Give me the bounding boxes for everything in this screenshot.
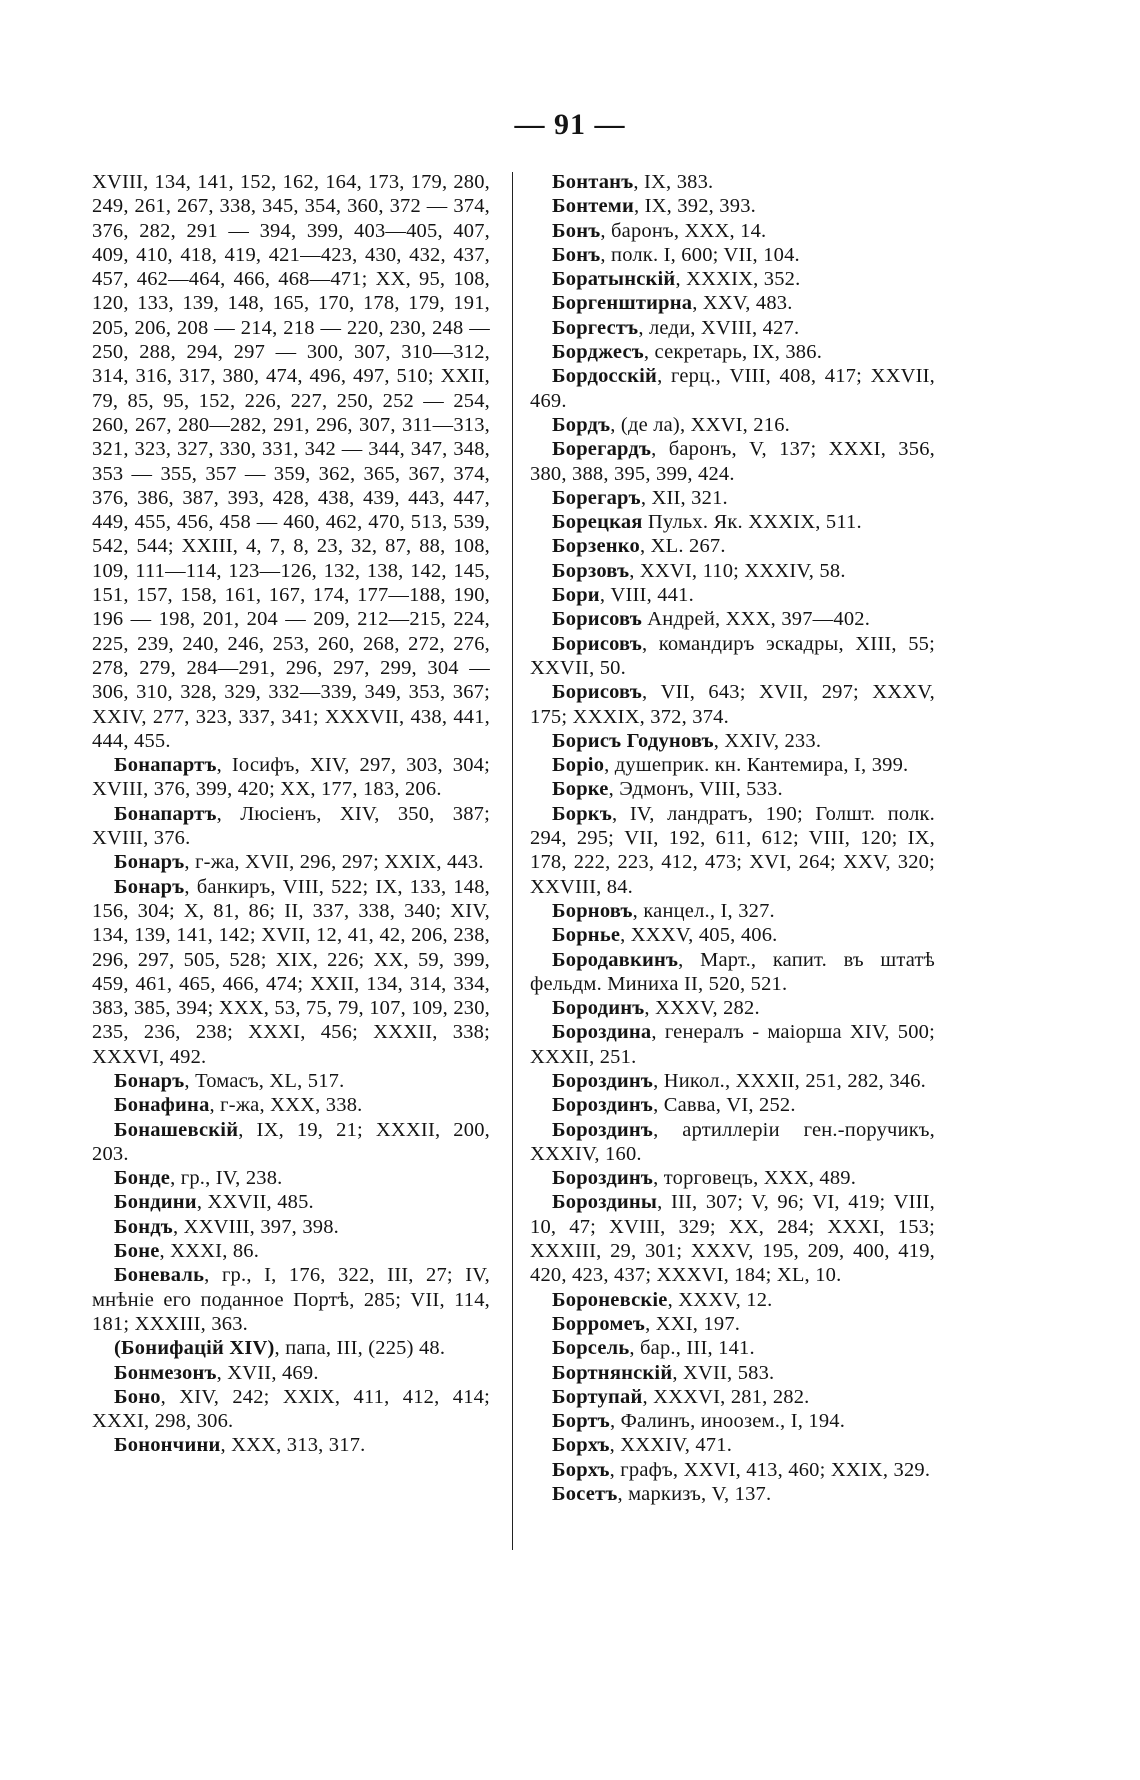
entry-name: Бонъ <box>552 243 601 266</box>
index-entry <box>530 1433 935 1457</box>
entry-references: , VII, 643; XVII, 297; XXXV, 175; XXXIX, 372, 374. <box>530 681 935 728</box>
right-entries <box>530 170 935 1506</box>
entry-name: Борнье <box>552 924 621 947</box>
entry-name: Бонапартъ <box>114 802 217 825</box>
entry-references: , VIII, 441. <box>599 584 694 607</box>
index-entry <box>530 802 935 899</box>
entry-references: , Никол., XXXII, 251, 282, 346. <box>653 1069 926 1092</box>
index-entry <box>530 559 935 583</box>
index-entry <box>530 1409 935 1433</box>
entry-name: Борджесъ <box>552 341 644 364</box>
entry-name: Босетъ <box>552 1483 618 1506</box>
index-entry <box>530 1288 935 1312</box>
index-entry <box>530 510 935 534</box>
entry-references: , Люсіенъ, XIV, 350, 387; XVIII, 376. <box>92 802 490 850</box>
entry-name: Бортъ <box>552 1410 610 1433</box>
left-entries <box>92 753 490 1458</box>
entry-name: Борецкая <box>552 511 643 534</box>
entry-references: , герц., VIII, 408, 417; XXVII, 469. <box>530 365 935 412</box>
entry-name: Бороздинъ <box>552 1094 654 1117</box>
entry-references: , душеприк. кн. Кантемира, I, 399. <box>604 754 909 777</box>
entry-references: , IV, ландратъ, 190; Голшт. полк. 294, 295; VII, 192, 611, 612; VIII, 120; IX, 178, 222, 223, 412, 473; XVI, 264; XXV, 320; XXVIII, 84. <box>530 802 935 898</box>
index-entry <box>530 291 935 315</box>
entry-name: Боркъ <box>552 802 612 825</box>
entry-name: Бордъ <box>552 413 611 436</box>
index-entry <box>530 243 935 267</box>
entry-references: Пульх. Як. XXXIX, 511. <box>642 511 862 534</box>
entry-references: , банкиръ, VIII, 522; IX, 133, 148, 156, 304; X, 81, 86; II, 337, 338, 340; XIV, 134, 139, 141, 142; XVII, 12, 41, 42, 206, 238, 296, 297, 505, 528; XIX, 226; XX, 59, 399, 459, 461, 465, 466, 474; XXII, 134, 314, 334, 383, 385, 394; XXX, 53, 75, 79, 107, 109, 230, 235, 236, 238; XXXI, 456; XXXII, 338; XXXVI, 492. <box>92 875 490 1068</box>
entry-references: , секретарь, IX, 386. <box>643 341 823 364</box>
entry-name: Бонафина <box>114 1094 210 1117</box>
entry-name: Боргенштирна <box>552 292 693 315</box>
index-entry <box>530 486 935 510</box>
entry-references: , Март., капит. въ штатѣ фельдм. Миниха II, 520, 521. <box>530 948 935 995</box>
entry-name: Бонаръ <box>114 851 185 874</box>
index-entry <box>530 364 935 413</box>
entry-name: Борисъ Годуновъ <box>552 729 714 752</box>
entry-references: , г-жа, XXX, 338. <box>209 1094 363 1117</box>
entry-name: Боргестъ <box>552 316 639 339</box>
entry-name: Борзовъ <box>552 559 630 582</box>
index-entry <box>530 899 935 923</box>
entry-references: , баронъ, V, 137; XXXI, 356, 380, 388, 395, 399, 424. <box>530 438 935 485</box>
entry-name: Борромеъ <box>552 1312 646 1335</box>
index-entry <box>530 923 935 947</box>
entry-references: , (де ла), XXVI, 216. <box>610 413 790 436</box>
entry-name: Бортупай <box>552 1385 643 1408</box>
entry-name: Бонмезонъ <box>114 1361 217 1384</box>
index-entry <box>530 1458 935 1482</box>
left-column <box>92 170 490 1458</box>
index-entry <box>92 1336 490 1360</box>
entry-references: , гр., IV, 238. <box>170 1167 283 1190</box>
index-entry <box>92 1190 490 1214</box>
index-entry <box>530 1482 935 1506</box>
index-entry <box>530 267 935 291</box>
entry-references: , XXXVI, 281, 282. <box>642 1385 810 1408</box>
entry-name: Боратынскій <box>552 268 676 291</box>
index-entry <box>530 753 935 777</box>
entry-name: Бонапартъ <box>114 754 217 777</box>
entry-references: , XXV, 483. <box>692 292 793 315</box>
entry-references: , генералъ - маіорша XIV, 500; XXXII, 251. <box>530 1021 935 1068</box>
entry-name: Бонтеми <box>552 195 634 218</box>
index-entry <box>530 437 935 486</box>
index-entry <box>530 607 935 631</box>
index-entry <box>530 534 935 558</box>
entry-references: , баронъ, XXX, 14. <box>600 219 767 242</box>
entry-name: Борсель <box>552 1337 630 1360</box>
entry-name: Бортнянскій <box>552 1361 673 1384</box>
entry-name: Бороневскіе <box>552 1288 668 1311</box>
entry-references: , командиръ эскадры, XIII, 55; XXVII, 50. <box>530 632 935 679</box>
entry-name: Боно <box>114 1385 161 1408</box>
entry-references: , XXXIX, 352. <box>675 268 801 291</box>
entry-references: , Фалинъ, иноозем., I, 194. <box>609 1410 846 1433</box>
index-entry <box>530 680 935 729</box>
entry-name: Борегардъ <box>552 438 652 461</box>
entry-references: , XXVI, 110; XXXIV, 58. <box>629 559 846 582</box>
entry-references: , XXX, 313, 317. <box>220 1434 366 1457</box>
index-entry <box>530 219 935 243</box>
index-entry <box>92 1433 490 1457</box>
entry-name: Бори <box>552 584 600 607</box>
entry-name: Борiо <box>552 754 605 777</box>
index-entry <box>530 1312 935 1336</box>
index-entry <box>92 1166 490 1190</box>
index-entry <box>530 340 935 364</box>
entry-references: , бар., III, 141. <box>629 1337 755 1360</box>
index-entry <box>530 948 935 997</box>
entry-references: , Іосифъ, XIV, 297, 303, 304; XVIII, 376, 399, 420; XX, 177, 183, 206. <box>92 754 490 801</box>
index-entry <box>92 1118 490 1167</box>
index-entry <box>92 850 490 874</box>
entry-name: Борегаръ <box>552 486 641 509</box>
entry-references: , XVII, 583. <box>672 1361 775 1384</box>
entry-name: Борновъ <box>552 899 633 922</box>
index-entry <box>92 1215 490 1239</box>
entry-name: Боне <box>114 1240 160 1263</box>
index-entry <box>530 1118 935 1167</box>
entry-name: (Бонифацій XIV) <box>114 1337 275 1360</box>
index-entry <box>530 1166 935 1190</box>
entry-name: Бондини <box>114 1191 197 1214</box>
entry-references: , XXXV, 12. <box>667 1288 773 1311</box>
index-entry <box>92 802 490 851</box>
index-entry <box>530 583 935 607</box>
index-entry <box>530 777 935 801</box>
index-entry <box>92 1385 490 1434</box>
index-entry <box>92 1263 490 1336</box>
entry-name: Борке <box>552 778 609 801</box>
entry-references: , III, 307; V, 96; VI, 419; VIII, 10, 47; XVIII, 329; XX, 284; XXXI, 153; XXXIII, 29, 301; XXXV, 195, 209, 400, 419, 420, 423, 437; XXXVI, 184; XL, 10. <box>530 1191 935 1287</box>
index-entry <box>92 1361 490 1385</box>
index-entry <box>530 996 935 1020</box>
index-entry <box>530 170 935 194</box>
right-column <box>530 170 935 1506</box>
entry-name: Бордосскій <box>552 365 658 388</box>
entry-name: Бороздина <box>552 1021 652 1044</box>
index-entry <box>530 1093 935 1117</box>
entry-references: , XXXIV, 471. <box>609 1434 733 1457</box>
index-entry <box>530 1190 935 1287</box>
entry-name: Бороздинъ <box>552 1167 654 1190</box>
entry-references: , XII, 321. <box>640 486 728 509</box>
entry-references: Андрей, XXX, 397—402. <box>641 608 871 631</box>
continued-entry: XVIII, 134, 141, 152, 162, 164, 173, 179, 280, 249, 261, 267, 338, 345, 354, 360, 372 — 374, 376, 282, 291 — 394, 399, 403—405, 407, 409, 410, 418, 419, 421—423, 430, 432, 437, 457, 462—464, 466, 468—471; XX, 95, 108, 120, 133, 139, 148, 165, 170, 178, 179, 191, 205, 206, 208 — 214, 218 — 220, 230, 248 — 250, 288, 294, 297 — 300, 307, 310—312, 314, 316, 317, 380, 474, 496, 497, 510; XXII, 79, 85, 95, 152, 226, 227, 250, 252 — 254, 260, 267, 280—282, 291, 296, 307, 311—313, 321, 323, 327, 330, 331, 342 — 344, 347, 348, 353 — 355, 357 — 359, 362, 365, 367, 374, 376, 386, 387, 393, 428, 438, 439, 443, 447, 449, 455, 456, 458 — 460, 462, 470, 513, 539, 542, 544; XXIII, 4, 7, 8, 23, 32, 87, 88, 108, 109, 111—114, 123—126, 132, 138, 142, 145, 151, 157, 158, 161, 167, 174, 177—188, 190, 196 — 198, 201, 204 — 209, 212—215, 224, 225, 239, 240, 246, 253, 260, 268, 272, 276, 278, 279, 284—291, 296, 297, 299, 304 — 306, 310, 328, 329, 332—339, 349, 353, 367; XXIV, 277, 323, 337, 341; XXXVII, 438, 441, 444, 455. <box>92 171 490 752</box>
entry-references: , XXXV, 405, 406. <box>620 924 778 947</box>
page-number: — 91 — <box>514 108 626 141</box>
index-entry <box>530 1385 935 1409</box>
index-entry <box>530 316 935 340</box>
entry-references: , IX, 383. <box>633 171 714 193</box>
index-entry <box>530 1361 935 1385</box>
entry-references: , Томасъ, XL, 517. <box>184 1069 345 1092</box>
entry-references: , IX, 19, 21; XXXII, 200, 203. <box>92 1118 490 1165</box>
entry-references: , папа, III, (225) 48. <box>274 1337 446 1360</box>
entry-references: , артиллеріи ген.-поручикъ, XXXIV, 160. <box>530 1118 935 1165</box>
entry-name: Бонтанъ <box>552 171 634 193</box>
entry-name: Бонаръ <box>114 1069 185 1092</box>
entry-name: Борхъ <box>552 1434 610 1457</box>
index-entry <box>92 1069 490 1093</box>
entry-name: Бородинъ <box>552 997 645 1020</box>
entry-name: Бороздины <box>552 1191 658 1214</box>
entry-name: Бонъ <box>552 219 601 242</box>
entry-name: Боневаль <box>114 1264 205 1287</box>
entry-name: Бороздинъ <box>552 1118 654 1141</box>
entry-references: , леди, XVIII, 427. <box>638 316 800 339</box>
entry-references: , Эдмонъ, VIII, 533. <box>608 778 783 801</box>
index-entry <box>530 729 935 753</box>
index-entry <box>530 632 935 681</box>
entry-references: , г-жа, XVII, 296, 297; XXIX, 443. <box>184 851 484 874</box>
entry-references: , XXVIII, 397, 398. <box>172 1215 340 1238</box>
entry-references: , Савва, VI, 252. <box>653 1094 796 1117</box>
entry-name: Борзенко <box>552 535 640 558</box>
entry-references: , XXXI, 86. <box>159 1240 260 1263</box>
entry-references: , IX, 392, 393. <box>633 195 756 218</box>
entry-references: , полк. I, 600; VII, 104. <box>600 243 800 266</box>
entry-references: , XL. 267. <box>640 535 726 558</box>
entry-name: Бондъ <box>114 1215 173 1238</box>
index-entry <box>92 875 490 1069</box>
index-entry <box>92 1239 490 1263</box>
entry-name: Бонде <box>114 1167 171 1190</box>
entry-name: Бороздинъ <box>552 1069 654 1092</box>
entry-references: , гр., I, 176, 322, III, 27; IV, мнѣніе его поданное Портѣ, 285; VII, 114, 181; XXXIII, 363. <box>92 1264 490 1335</box>
entry-references: , канцел., I, 327. <box>632 899 775 922</box>
entry-name: Бонашевскій <box>114 1118 239 1141</box>
index-entry <box>530 1336 935 1360</box>
column-divider <box>512 172 513 1550</box>
entry-references: , XXIV, 233. <box>713 729 822 752</box>
index-entry <box>530 413 935 437</box>
entry-references: , XXXV, 282. <box>644 997 760 1020</box>
index-entry <box>92 753 490 802</box>
entry-name: Бонаръ <box>114 875 185 898</box>
entry-name: Бородавкинъ <box>552 948 679 971</box>
index-entry <box>530 194 935 218</box>
index-entry <box>530 1020 935 1069</box>
index-entry <box>530 1069 935 1093</box>
entry-references: , графъ, XXVI, 413, 460; XXIX, 329. <box>609 1458 931 1481</box>
entry-references: , XXI, 197. <box>645 1312 741 1335</box>
entry-references: , XIV, 242; XXIX, 411, 412, 414; XXXI, 298, 306. <box>92 1385 490 1433</box>
entry-name: Борисовъ <box>552 681 642 704</box>
entry-references: , XXVII, 485. <box>196 1191 314 1214</box>
entry-name: Борисовъ <box>552 608 642 631</box>
entry-name: Борхъ <box>552 1458 610 1481</box>
index-entry <box>92 1093 490 1117</box>
entry-name: Бонончини <box>114 1434 221 1457</box>
entry-references: , маркизъ, V, 137. <box>617 1483 772 1506</box>
entry-references: , торговецъ, XXX, 489. <box>653 1167 857 1190</box>
entry-references: , XVII, 469. <box>216 1361 319 1384</box>
entry-name: Борисовъ <box>552 632 642 655</box>
